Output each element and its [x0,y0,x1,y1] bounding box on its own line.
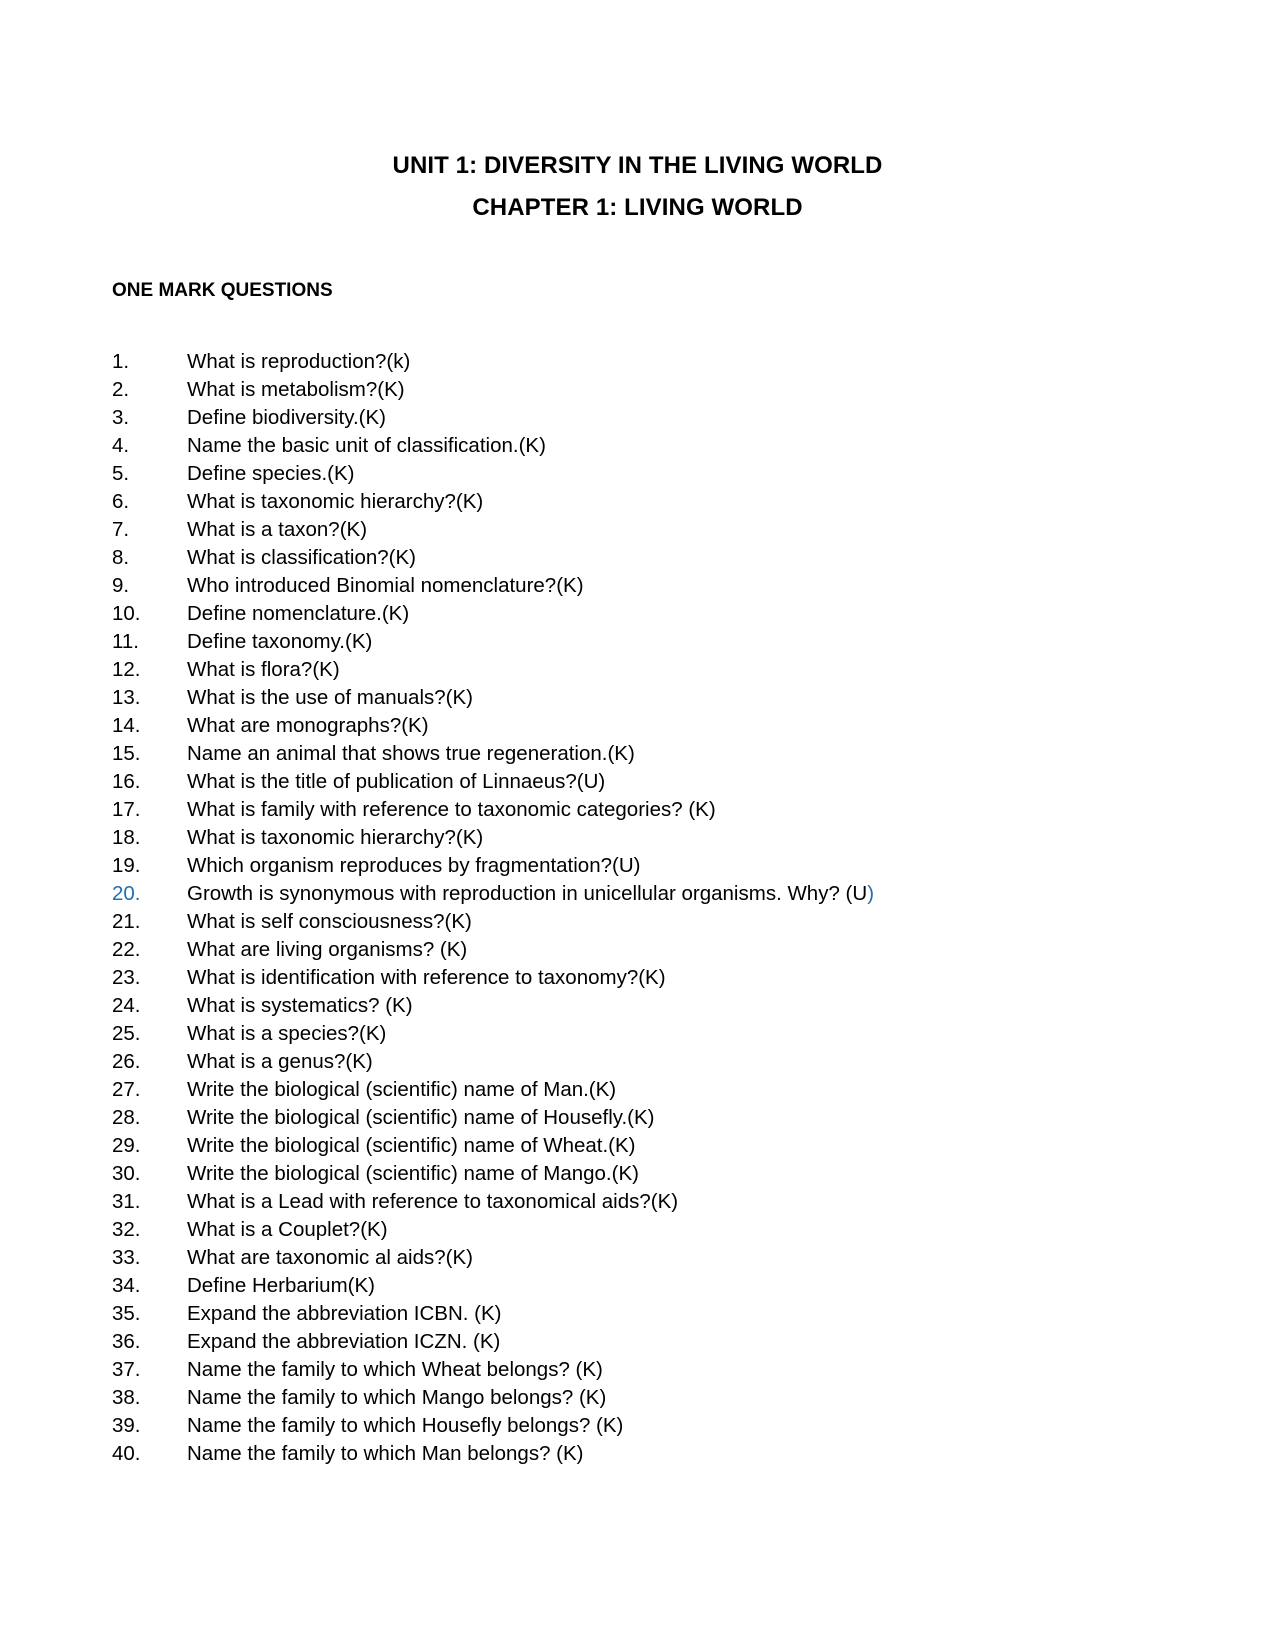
question-text-main: Define nomenclature.(K) [187,602,410,625]
question-text [187,964,666,992]
question-text [187,432,546,460]
question-item [112,460,1212,488]
question-text-main: Expand the abbreviation ICBN. (K) [187,1302,502,1325]
question-item [112,852,1212,880]
question-item [112,796,1212,824]
question-text-main: Name the family to which Housefly belongs? (K) [187,1414,624,1437]
question-item [112,544,1212,572]
question-text-main: Write the biological (scientific) name of Man.(K) [187,1078,617,1101]
question-item [112,432,1212,460]
question-text-main: Define biodiversity.(K) [187,406,386,429]
question-text [187,1440,584,1468]
section-heading: ONE MARK QUESTIONS [112,280,333,301]
question-item [112,572,1212,600]
question-item [112,1132,1212,1160]
question-item [112,1076,1212,1104]
question-number: 16. [112,770,141,793]
question-text [187,348,410,376]
question-number: 37. [112,1358,141,1381]
question-number: 35. [112,1302,141,1325]
question-item [112,488,1212,516]
question-number: 1. [112,350,130,373]
question-text [187,1160,639,1188]
question-text-main: What is classification?(K) [187,546,416,569]
question-text [187,1272,375,1300]
question-text-main: Growth is synonymous with reproduction in unicellular organisms. Why? (U [187,882,868,905]
question-text-main: What is a species?(K) [187,1022,387,1045]
question-text-main: Write the biological (scientific) name of Mango.(K) [187,1162,639,1185]
question-number: 22. [112,938,141,961]
question-list [112,348,1212,1468]
question-item [112,964,1212,992]
question-text [187,600,409,628]
question-text [187,880,874,908]
unit-title: UNIT 1: DIVERSITY IN THE LIVING WORLD [392,152,883,179]
question-text [187,1104,655,1132]
question-text [187,544,416,572]
question-text-main: What is self consciousness?(K) [187,910,472,933]
question-text [187,488,483,516]
question-text [187,1384,606,1412]
question-number: 5. [112,462,130,485]
question-text-main: What is the title of publication of Linnaeus?(U) [187,770,606,793]
question-number: 38. [112,1386,141,1409]
question-number: 11. [112,630,139,653]
question-item [112,516,1212,544]
question-number: 19. [112,854,141,877]
question-text-main: Define taxonomy.(K) [187,630,373,653]
question-item [112,600,1212,628]
question-text [187,1300,502,1328]
question-text [187,376,405,404]
question-text-main: What is the use of manuals?(K) [187,686,473,709]
question-item [112,824,1212,852]
question-item [112,628,1212,656]
question-text [187,824,483,852]
question-text [187,656,340,684]
question-item [112,1272,1212,1300]
question-text [187,908,472,936]
question-number: 24. [112,994,141,1017]
question-text-main: What is family with reference to taxonomic categories? (K) [187,798,716,821]
question-item [112,1356,1212,1384]
question-item [112,348,1212,376]
question-text [187,572,584,600]
question-number: 10. [112,602,141,625]
question-text [187,1412,623,1440]
question-item [112,1160,1212,1188]
question-item [112,1104,1212,1132]
question-text-main: What are taxonomic al aids?(K) [187,1246,473,1269]
question-number: 26. [112,1050,141,1073]
question-item [112,1384,1212,1412]
question-number: 13. [112,686,141,709]
question-number: 25. [112,1022,141,1045]
question-text [187,1076,616,1104]
question-number: 36. [112,1330,141,1353]
question-text [187,460,354,488]
question-text-main: What is identification with reference to taxonomy?(K) [187,966,666,989]
question-item [112,1188,1212,1216]
question-item [112,656,1212,684]
question-number: 33. [112,1246,141,1269]
question-item [112,1048,1212,1076]
question-text-main: What is metabolism?(K) [187,378,405,401]
question-text-main: Define Herbarium(K) [187,1274,375,1297]
question-text-main: What is a Lead with reference to taxonomical aids?(K) [187,1190,679,1213]
question-text-main: Name the family to which Mango belongs? (K) [187,1386,607,1409]
question-number: 15. [112,742,141,765]
question-text-main: What is systematics? (K) [187,994,413,1017]
question-item [112,1440,1212,1468]
question-number: 3. [112,406,130,429]
question-item [112,936,1212,964]
question-text [187,628,372,656]
question-text [187,1132,636,1160]
question-number: 29. [112,1134,141,1157]
question-number: 27. [112,1078,141,1101]
question-item [112,684,1212,712]
question-item [112,1244,1212,1272]
question-text-main: What is a genus?(K) [187,1050,373,1073]
question-number: 17. [112,798,141,821]
question-text-main: What is taxonomic hierarchy?(K) [187,490,484,513]
question-text-main: Expand the abbreviation ICZN. (K) [187,1330,501,1353]
question-text-main: Who introduced Binomial nomenclature?(K) [187,574,584,597]
question-number: 28. [112,1106,141,1129]
question-number: 39. [112,1414,141,1437]
question-text [187,684,473,712]
question-text-main: What are monographs?(K) [187,714,429,737]
question-text [187,768,605,796]
question-text-main: What is taxonomic hierarchy?(K) [187,826,484,849]
question-text [187,404,386,432]
question-text-main: What is reproduction?(k) [187,350,411,373]
question-item [112,1328,1212,1356]
question-text-main: Write the biological (scientific) name of Housefly.(K) [187,1106,655,1129]
question-text [187,740,635,768]
question-text [187,796,716,824]
question-number: 30. [112,1162,141,1185]
question-text-main: Which organism reproduces by fragmentation?(U) [187,854,641,877]
question-number: 9. [112,574,130,597]
question-item [112,992,1212,1020]
question-text-main: What is a taxon?(K) [187,518,368,541]
question-item [112,768,1212,796]
question-text-main: Define species.(K) [187,462,355,485]
question-text [187,516,367,544]
question-text [187,1188,678,1216]
question-number: 31. [112,1190,141,1213]
question-number: 20. [112,882,141,905]
question-item [112,1412,1212,1440]
question-item [112,404,1212,432]
question-number: 21. [112,910,141,933]
question-text [187,1356,603,1384]
question-number: 4. [112,434,130,457]
question-text [187,1244,473,1272]
question-text-main: Name the basic unit of classification.(K) [187,434,546,457]
question-text-main: What is a Couplet?(K) [187,1218,388,1241]
question-number: 7. [112,518,130,541]
question-text [187,1020,386,1048]
question-text-main: Name an animal that shows true regeneration.(K) [187,742,635,765]
question-number: 32. [112,1218,141,1241]
chapter-title: CHAPTER 1: LIVING WORLD [472,194,803,221]
question-text-main: What are living organisms? (K) [187,938,468,961]
question-text [187,1216,388,1244]
question-number: 8. [112,546,130,569]
question-item [112,880,1212,908]
question-number: 14. [112,714,141,737]
question-item [112,1216,1212,1244]
question-text [187,852,640,880]
question-item [112,740,1212,768]
question-text [187,936,467,964]
question-number: 40. [112,1442,141,1465]
question-text [187,992,413,1020]
question-number: 2. [112,378,130,401]
question-text-main: Name the family to which Wheat belongs? (K) [187,1358,603,1381]
question-text-main: What is flora?(K) [187,658,340,681]
question-item [112,376,1212,404]
question-number: 34. [112,1274,141,1297]
question-text [187,712,429,740]
question-text-main: Write the biological (scientific) name of Wheat.(K) [187,1134,636,1157]
question-text-main: Name the family to which Man belongs? (K) [187,1442,584,1465]
question-text [187,1328,500,1356]
question-text-trail: ) [867,882,875,905]
question-number: 12. [112,658,141,681]
question-text [187,1048,373,1076]
question-item [112,712,1212,740]
question-item [112,1300,1212,1328]
question-item [112,1020,1212,1048]
question-number: 18. [112,826,141,849]
question-number: 23. [112,966,141,989]
question-number: 6. [112,490,130,513]
question-item [112,908,1212,936]
